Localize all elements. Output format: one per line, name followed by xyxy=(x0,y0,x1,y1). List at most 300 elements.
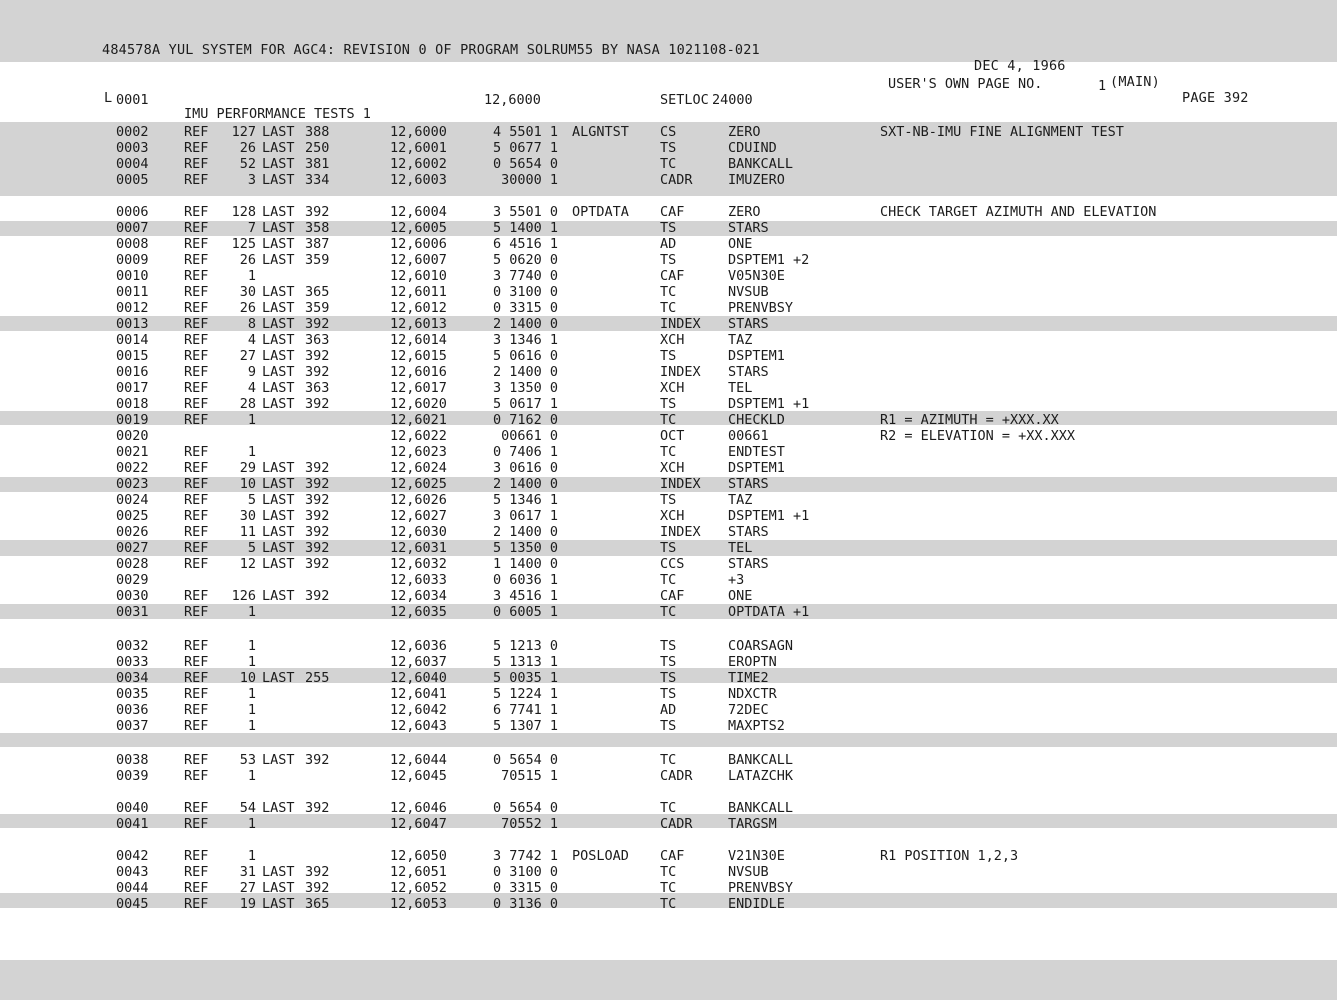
line-operand: V05N30E xyxy=(728,268,785,284)
line-op: CAF xyxy=(660,588,685,604)
line-ref-count: 7 xyxy=(247,220,256,236)
line-address: 12,6025 xyxy=(390,476,447,492)
line-seq: 0007 xyxy=(116,220,149,236)
line-ref: REF xyxy=(184,364,209,380)
listing-line xyxy=(0,284,1337,300)
line-op: AD xyxy=(660,236,677,252)
line-seq: 0027 xyxy=(116,540,149,556)
listing-line xyxy=(0,588,1337,604)
listing-line xyxy=(0,460,1337,476)
line-ref: REF xyxy=(184,588,209,604)
line-ref: REF xyxy=(184,638,209,654)
line-last-page: 392 xyxy=(305,540,330,556)
line-comment: SXT-NB-IMU FINE ALIGNMENT TEST xyxy=(880,124,1124,140)
line-code: 6 4516 1 xyxy=(492,236,558,252)
line-ref: REF xyxy=(184,670,209,686)
line-address: 12,6012 xyxy=(390,300,447,316)
line-op: TC xyxy=(660,800,677,816)
line-op: XCH xyxy=(660,380,685,396)
line-op: AD xyxy=(660,702,677,718)
line-seq: 0009 xyxy=(116,252,149,268)
line-seq: 0004 xyxy=(116,156,149,172)
line-op: TS xyxy=(660,348,677,364)
line-last-page: 255 xyxy=(305,670,330,686)
line-address: 12,6014 xyxy=(390,332,447,348)
line-last: LAST xyxy=(262,896,295,912)
line-ref-count: 52 xyxy=(239,156,256,172)
line-operand: +3 xyxy=(728,572,745,588)
line-address: 12,6000 xyxy=(484,92,541,108)
line-ref-count: 126 xyxy=(231,588,256,604)
line-ref-count: 10 xyxy=(239,670,256,686)
line-ref-count: 127 xyxy=(231,124,256,140)
line-address: 12,6022 xyxy=(390,428,447,444)
line-code: 6 7741 1 xyxy=(492,702,558,718)
line-last: LAST xyxy=(262,172,295,188)
line-code: 5 0620 0 xyxy=(492,252,558,268)
line-label: OPTDATA xyxy=(572,204,629,220)
line-address: 12,6030 xyxy=(390,524,447,540)
line-operand: EROPTN xyxy=(728,654,777,670)
line-ref-count: 11 xyxy=(239,524,256,540)
listing-line xyxy=(0,348,1337,364)
header-page-number: PAGE 392 xyxy=(1182,90,1249,106)
listing-line xyxy=(0,880,1337,896)
line-seq: 0001 xyxy=(116,92,149,108)
line-last: LAST xyxy=(262,252,295,268)
line-seq: 0044 xyxy=(116,880,149,896)
line-operand: STARS xyxy=(728,556,769,572)
line-seq: 0023 xyxy=(116,476,149,492)
line-address: 12,6052 xyxy=(390,880,447,896)
line-last-page: 365 xyxy=(305,284,330,300)
line-op: INDEX xyxy=(660,524,701,540)
line-address: 12,6031 xyxy=(390,540,447,556)
line-address: 12,6024 xyxy=(390,460,447,476)
line-ref-count: 1 xyxy=(247,638,256,654)
line-seq: 0021 xyxy=(116,444,149,460)
line-last: LAST xyxy=(262,140,295,156)
line-op: TS xyxy=(660,140,677,156)
line-seq: 0008 xyxy=(116,236,149,252)
line-ref-count: 30 xyxy=(239,284,256,300)
line-op: CADR xyxy=(660,172,693,188)
line-ref: REF xyxy=(184,768,209,784)
line-last-page: 359 xyxy=(305,252,330,268)
line-operand: BANKCALL xyxy=(728,156,794,172)
line-ref-count: 54 xyxy=(239,800,256,816)
line-operand: LATAZCHK xyxy=(728,768,794,784)
line-ref: REF xyxy=(184,316,209,332)
line-operand: PRENVBSY xyxy=(728,880,794,896)
line-last-page: 381 xyxy=(305,156,330,172)
line-address: 12,6027 xyxy=(390,508,447,524)
users-page-number: 1 xyxy=(1098,78,1107,94)
line-op: CADR xyxy=(660,768,693,784)
line-op: TS xyxy=(660,540,677,556)
line-seq: 0028 xyxy=(116,556,149,572)
line-operand: DSPTEM1 xyxy=(728,348,785,364)
line-op: TC xyxy=(660,300,677,316)
line-address: 12,6023 xyxy=(390,444,447,460)
line-ref: REF xyxy=(184,204,209,220)
line-ref-count: 19 xyxy=(239,896,256,912)
line-address: 12,6007 xyxy=(390,252,447,268)
line-ref: REF xyxy=(184,284,209,300)
line-seq: 0005 xyxy=(116,172,149,188)
listing-line xyxy=(0,364,1337,380)
line-ref: REF xyxy=(184,412,209,428)
line-last: LAST xyxy=(262,508,295,524)
line-ref-count: 1 xyxy=(247,686,256,702)
line-address: 12,6020 xyxy=(390,396,447,412)
line-address: 12,6004 xyxy=(390,204,447,220)
listing-line xyxy=(0,508,1337,524)
line-last-page: 392 xyxy=(305,880,330,896)
line-code: 0 5654 0 xyxy=(492,156,558,172)
line-seq: 0013 xyxy=(116,316,149,332)
line-last: LAST xyxy=(262,864,295,880)
line-last: LAST xyxy=(262,752,295,768)
users-page-label: USER'S OWN PAGE NO. xyxy=(888,76,1043,92)
line-operand: NVSUB xyxy=(728,284,769,300)
line-address: 12,6050 xyxy=(390,848,447,864)
line-op: TS xyxy=(660,670,677,686)
line-address: 12,6044 xyxy=(390,752,447,768)
line-ref: REF xyxy=(184,156,209,172)
line-code: 5 1224 1 xyxy=(492,686,558,702)
line-seq: 0026 xyxy=(116,524,149,540)
line-last-page: 392 xyxy=(305,460,330,476)
line-code: 70552 1 xyxy=(501,816,558,832)
line-operand: COARSAGN xyxy=(728,638,794,654)
line-op: TC xyxy=(660,752,677,768)
line-comment: R1 POSITION 1,2,3 xyxy=(880,848,1019,864)
line-last: LAST xyxy=(262,124,295,140)
line-last-page: 359 xyxy=(305,300,330,316)
line-last: LAST xyxy=(262,156,295,172)
line-seq: 0002 xyxy=(116,124,149,140)
line-seq: 0030 xyxy=(116,588,149,604)
line-seq: 0017 xyxy=(116,380,149,396)
line-operand: OPTDATA +1 xyxy=(728,604,810,620)
listing-line xyxy=(0,252,1337,268)
line-last: LAST xyxy=(262,588,295,604)
line-operand: TAZ xyxy=(728,492,753,508)
line-op: TS xyxy=(660,396,677,412)
line-ref: REF xyxy=(184,380,209,396)
listing-line xyxy=(0,476,1337,492)
line-address: 12,6053 xyxy=(390,896,447,912)
line-label: POSLOAD xyxy=(572,848,629,864)
listing-line xyxy=(0,396,1337,412)
listing-line xyxy=(0,816,1337,832)
line-last-page: 365 xyxy=(305,896,330,912)
line-seq: 0041 xyxy=(116,816,149,832)
line-op: CAF xyxy=(660,848,685,864)
line-ref-count: 1 xyxy=(247,444,256,460)
line-seq: 0039 xyxy=(116,768,149,784)
line-seq: 0037 xyxy=(116,718,149,734)
line-ref: REF xyxy=(184,220,209,236)
line-operand: ENDTEST xyxy=(728,444,785,460)
listing-line xyxy=(0,638,1337,654)
line-code: 0 3315 0 xyxy=(492,300,558,316)
line-code: 0 7406 1 xyxy=(492,444,558,460)
line-ref-count: 30 xyxy=(239,508,256,524)
line-last: LAST xyxy=(262,300,295,316)
line-ref-count: 10 xyxy=(239,476,256,492)
line-last-page: 392 xyxy=(305,364,330,380)
line-address: 12,6036 xyxy=(390,638,447,654)
line-operand: STARS xyxy=(728,524,769,540)
line-op: CAF xyxy=(660,204,685,220)
line-last: LAST xyxy=(262,332,295,348)
line-seq: 0020 xyxy=(116,428,149,444)
line-address: 12,6046 xyxy=(390,800,447,816)
listing-line xyxy=(0,172,1337,188)
line-seq: 0010 xyxy=(116,268,149,284)
line-ref: REF xyxy=(184,508,209,524)
line-op: TC xyxy=(660,604,677,620)
line-operand: BANKCALL xyxy=(728,752,794,768)
line-ref-count: 8 xyxy=(247,316,256,332)
listing-line xyxy=(0,702,1337,718)
line-seq: 0042 xyxy=(116,848,149,864)
line-op: TS xyxy=(660,718,677,734)
line-operand: DSPTEM1 xyxy=(728,460,785,476)
line-seq: 0038 xyxy=(116,752,149,768)
line-code: 3 7740 0 xyxy=(492,268,558,284)
line-operand: IMUZERO xyxy=(728,172,785,188)
line-ref-count: 26 xyxy=(239,300,256,316)
line-op: TC xyxy=(660,444,677,460)
line-last: LAST xyxy=(262,316,295,332)
line-seq: 0040 xyxy=(116,800,149,816)
line-address: 12,6001 xyxy=(390,140,447,156)
line-ref-count: 1 xyxy=(247,702,256,718)
listing-line xyxy=(0,156,1337,172)
line-code: 0 7162 0 xyxy=(492,412,558,428)
line-ref-count: 5 xyxy=(247,492,256,508)
line-code: 0 5654 0 xyxy=(492,752,558,768)
listing-line xyxy=(0,896,1337,912)
line-address: 12,6006 xyxy=(390,236,447,252)
listing-line xyxy=(0,220,1337,236)
listing-line xyxy=(0,140,1337,156)
line-ref-count: 1 xyxy=(247,604,256,620)
line-ref: REF xyxy=(184,816,209,832)
line-seq: 0022 xyxy=(116,460,149,476)
line-operand: V21N30E xyxy=(728,848,785,864)
line-operand: DSPTEM1 +1 xyxy=(728,396,810,412)
line-code: 3 1350 0 xyxy=(492,380,558,396)
line-last-page: 392 xyxy=(305,864,330,880)
listing-line xyxy=(0,332,1337,348)
line-code: 0 6005 1 xyxy=(492,604,558,620)
line-operand: STARS xyxy=(728,476,769,492)
line-ref-count: 27 xyxy=(239,348,256,364)
line-op: INDEX xyxy=(660,364,701,380)
line-last-page: 358 xyxy=(305,220,330,236)
line-code: 1 1400 0 xyxy=(492,556,558,572)
line-address: 12,6041 xyxy=(390,686,447,702)
line-operand: DSPTEM1 +1 xyxy=(728,508,810,524)
line-last-page: 392 xyxy=(305,476,330,492)
line-address: 12,6005 xyxy=(390,220,447,236)
line-code: 5 1400 1 xyxy=(492,220,558,236)
line-ref: REF xyxy=(184,702,209,718)
line-operand: ENDIDLE xyxy=(728,896,785,912)
line-address: 12,6026 xyxy=(390,492,447,508)
line-last-page: 392 xyxy=(305,492,330,508)
line-ref: REF xyxy=(184,752,209,768)
line-last: LAST xyxy=(262,284,295,300)
line-seq: 0043 xyxy=(116,864,149,880)
line-op: INDEX xyxy=(660,316,701,332)
line-code: 0 3100 0 xyxy=(492,284,558,300)
line-ref: REF xyxy=(184,880,209,896)
listing-line xyxy=(0,380,1337,396)
line-ref-count: 4 xyxy=(247,380,256,396)
line-code: 4 5501 1 xyxy=(492,124,558,140)
line-op: TS xyxy=(660,220,677,236)
line-ref: REF xyxy=(184,654,209,670)
line-ref-count: 1 xyxy=(247,654,256,670)
listing-line xyxy=(0,316,1337,332)
line-ref-count: 1 xyxy=(247,718,256,734)
line-operand: TAZ xyxy=(728,332,753,348)
line-last: LAST xyxy=(262,364,295,380)
line-seq: 0032 xyxy=(116,638,149,654)
line-ref-count: 4 xyxy=(247,332,256,348)
line-operand: NVSUB xyxy=(728,864,769,880)
line-ref: REF xyxy=(184,686,209,702)
section-title: IMU PERFORMANCE TESTS 1 xyxy=(184,106,371,122)
listing-line xyxy=(0,654,1337,670)
line-code: 0 3136 0 xyxy=(492,896,558,912)
line-seq: 0025 xyxy=(116,508,149,524)
line-ref-count: 27 xyxy=(239,880,256,896)
listing-line xyxy=(0,752,1337,768)
line-op: TS xyxy=(660,654,677,670)
line-ref-count: 9 xyxy=(247,364,256,380)
line-ref-count: 26 xyxy=(239,140,256,156)
line-address: 12,6000 xyxy=(390,124,447,140)
listing-line xyxy=(0,412,1337,428)
line-address: 12,6033 xyxy=(390,572,447,588)
line-last-page: 392 xyxy=(305,524,330,540)
line-ref-count: 29 xyxy=(239,460,256,476)
line-label: ALGNTST xyxy=(572,124,629,140)
line-operand: TARGSM xyxy=(728,816,777,832)
line-op: TC xyxy=(660,880,677,896)
line-operand: STARS xyxy=(728,364,769,380)
line-operand: TEL xyxy=(728,540,753,556)
line-operand: TEL xyxy=(728,380,753,396)
line-operand: STARS xyxy=(728,220,769,236)
line-address: 12,6011 xyxy=(390,284,447,300)
listing-line xyxy=(0,492,1337,508)
line-operand: PRENVBSY xyxy=(728,300,794,316)
listing-line xyxy=(0,540,1337,556)
line-address: 12,6016 xyxy=(390,364,447,380)
listing-line xyxy=(0,670,1337,686)
line-last-page: 363 xyxy=(305,332,330,348)
line-op: XCH xyxy=(660,460,685,476)
setloc-line xyxy=(0,92,1337,108)
line-address: 12,6003 xyxy=(390,172,447,188)
line-seq: 0003 xyxy=(116,140,149,156)
line-address: 12,6010 xyxy=(390,268,447,284)
line-ref: REF xyxy=(184,718,209,734)
line-code: 5 0035 1 xyxy=(492,670,558,686)
line-last: LAST xyxy=(262,556,295,572)
line-op: OCT xyxy=(660,428,685,444)
line-operand: NDXCTR xyxy=(728,686,777,702)
line-last-page: 392 xyxy=(305,752,330,768)
line-last-page: 392 xyxy=(305,556,330,572)
line-operand: DSPTEM1 +2 xyxy=(728,252,810,268)
line-op: XCH xyxy=(660,508,685,524)
line-address: 12,6017 xyxy=(390,380,447,396)
line-ref: REF xyxy=(184,896,209,912)
line-last: LAST xyxy=(262,524,295,540)
line-ref: REF xyxy=(184,124,209,140)
line-op: INDEX xyxy=(660,476,701,492)
listing-line xyxy=(0,800,1337,816)
line-code: 0 3315 0 xyxy=(492,880,558,896)
line-ref-count: 1 xyxy=(247,768,256,784)
line-ref: REF xyxy=(184,444,209,460)
line-seq: 0034 xyxy=(116,670,149,686)
line-ref: REF xyxy=(184,492,209,508)
line-ref-count: 1 xyxy=(247,268,256,284)
line-address: 12,6032 xyxy=(390,556,447,572)
line-ref-count: 53 xyxy=(239,752,256,768)
line-address: 12,6037 xyxy=(390,654,447,670)
line-address: 12,6015 xyxy=(390,348,447,364)
line-ref: REF xyxy=(184,604,209,620)
line-ref-count: 26 xyxy=(239,252,256,268)
line-code: 5 1307 1 xyxy=(492,718,558,734)
listing-flag: L xyxy=(104,90,113,106)
line-comment: R1 = AZIMUTH = +XXX.XX xyxy=(880,412,1059,428)
line-last: LAST xyxy=(262,348,295,364)
line-op: TC xyxy=(660,864,677,880)
line-address: 12,6034 xyxy=(390,588,447,604)
line-ref-count: 31 xyxy=(239,864,256,880)
line-seq: 0036 xyxy=(116,702,149,718)
line-op: TS xyxy=(660,686,677,702)
line-last-page: 392 xyxy=(305,508,330,524)
line-code: 70515 1 xyxy=(501,768,558,784)
line-operand: ZERO xyxy=(728,124,761,140)
line-ref: REF xyxy=(184,140,209,156)
line-op: TS xyxy=(660,492,677,508)
line-operand: STARS xyxy=(728,316,769,332)
line-operand: 00661 xyxy=(728,428,769,444)
line-ref: REF xyxy=(184,396,209,412)
listing-line xyxy=(0,718,1337,734)
listing-line xyxy=(0,444,1337,460)
line-last: LAST xyxy=(262,880,295,896)
line-operand: BANKCALL xyxy=(728,800,794,816)
line-ref: REF xyxy=(184,524,209,540)
line-address: 12,6013 xyxy=(390,316,447,332)
line-ref-count: 128 xyxy=(231,204,256,220)
listing-line xyxy=(0,428,1337,444)
